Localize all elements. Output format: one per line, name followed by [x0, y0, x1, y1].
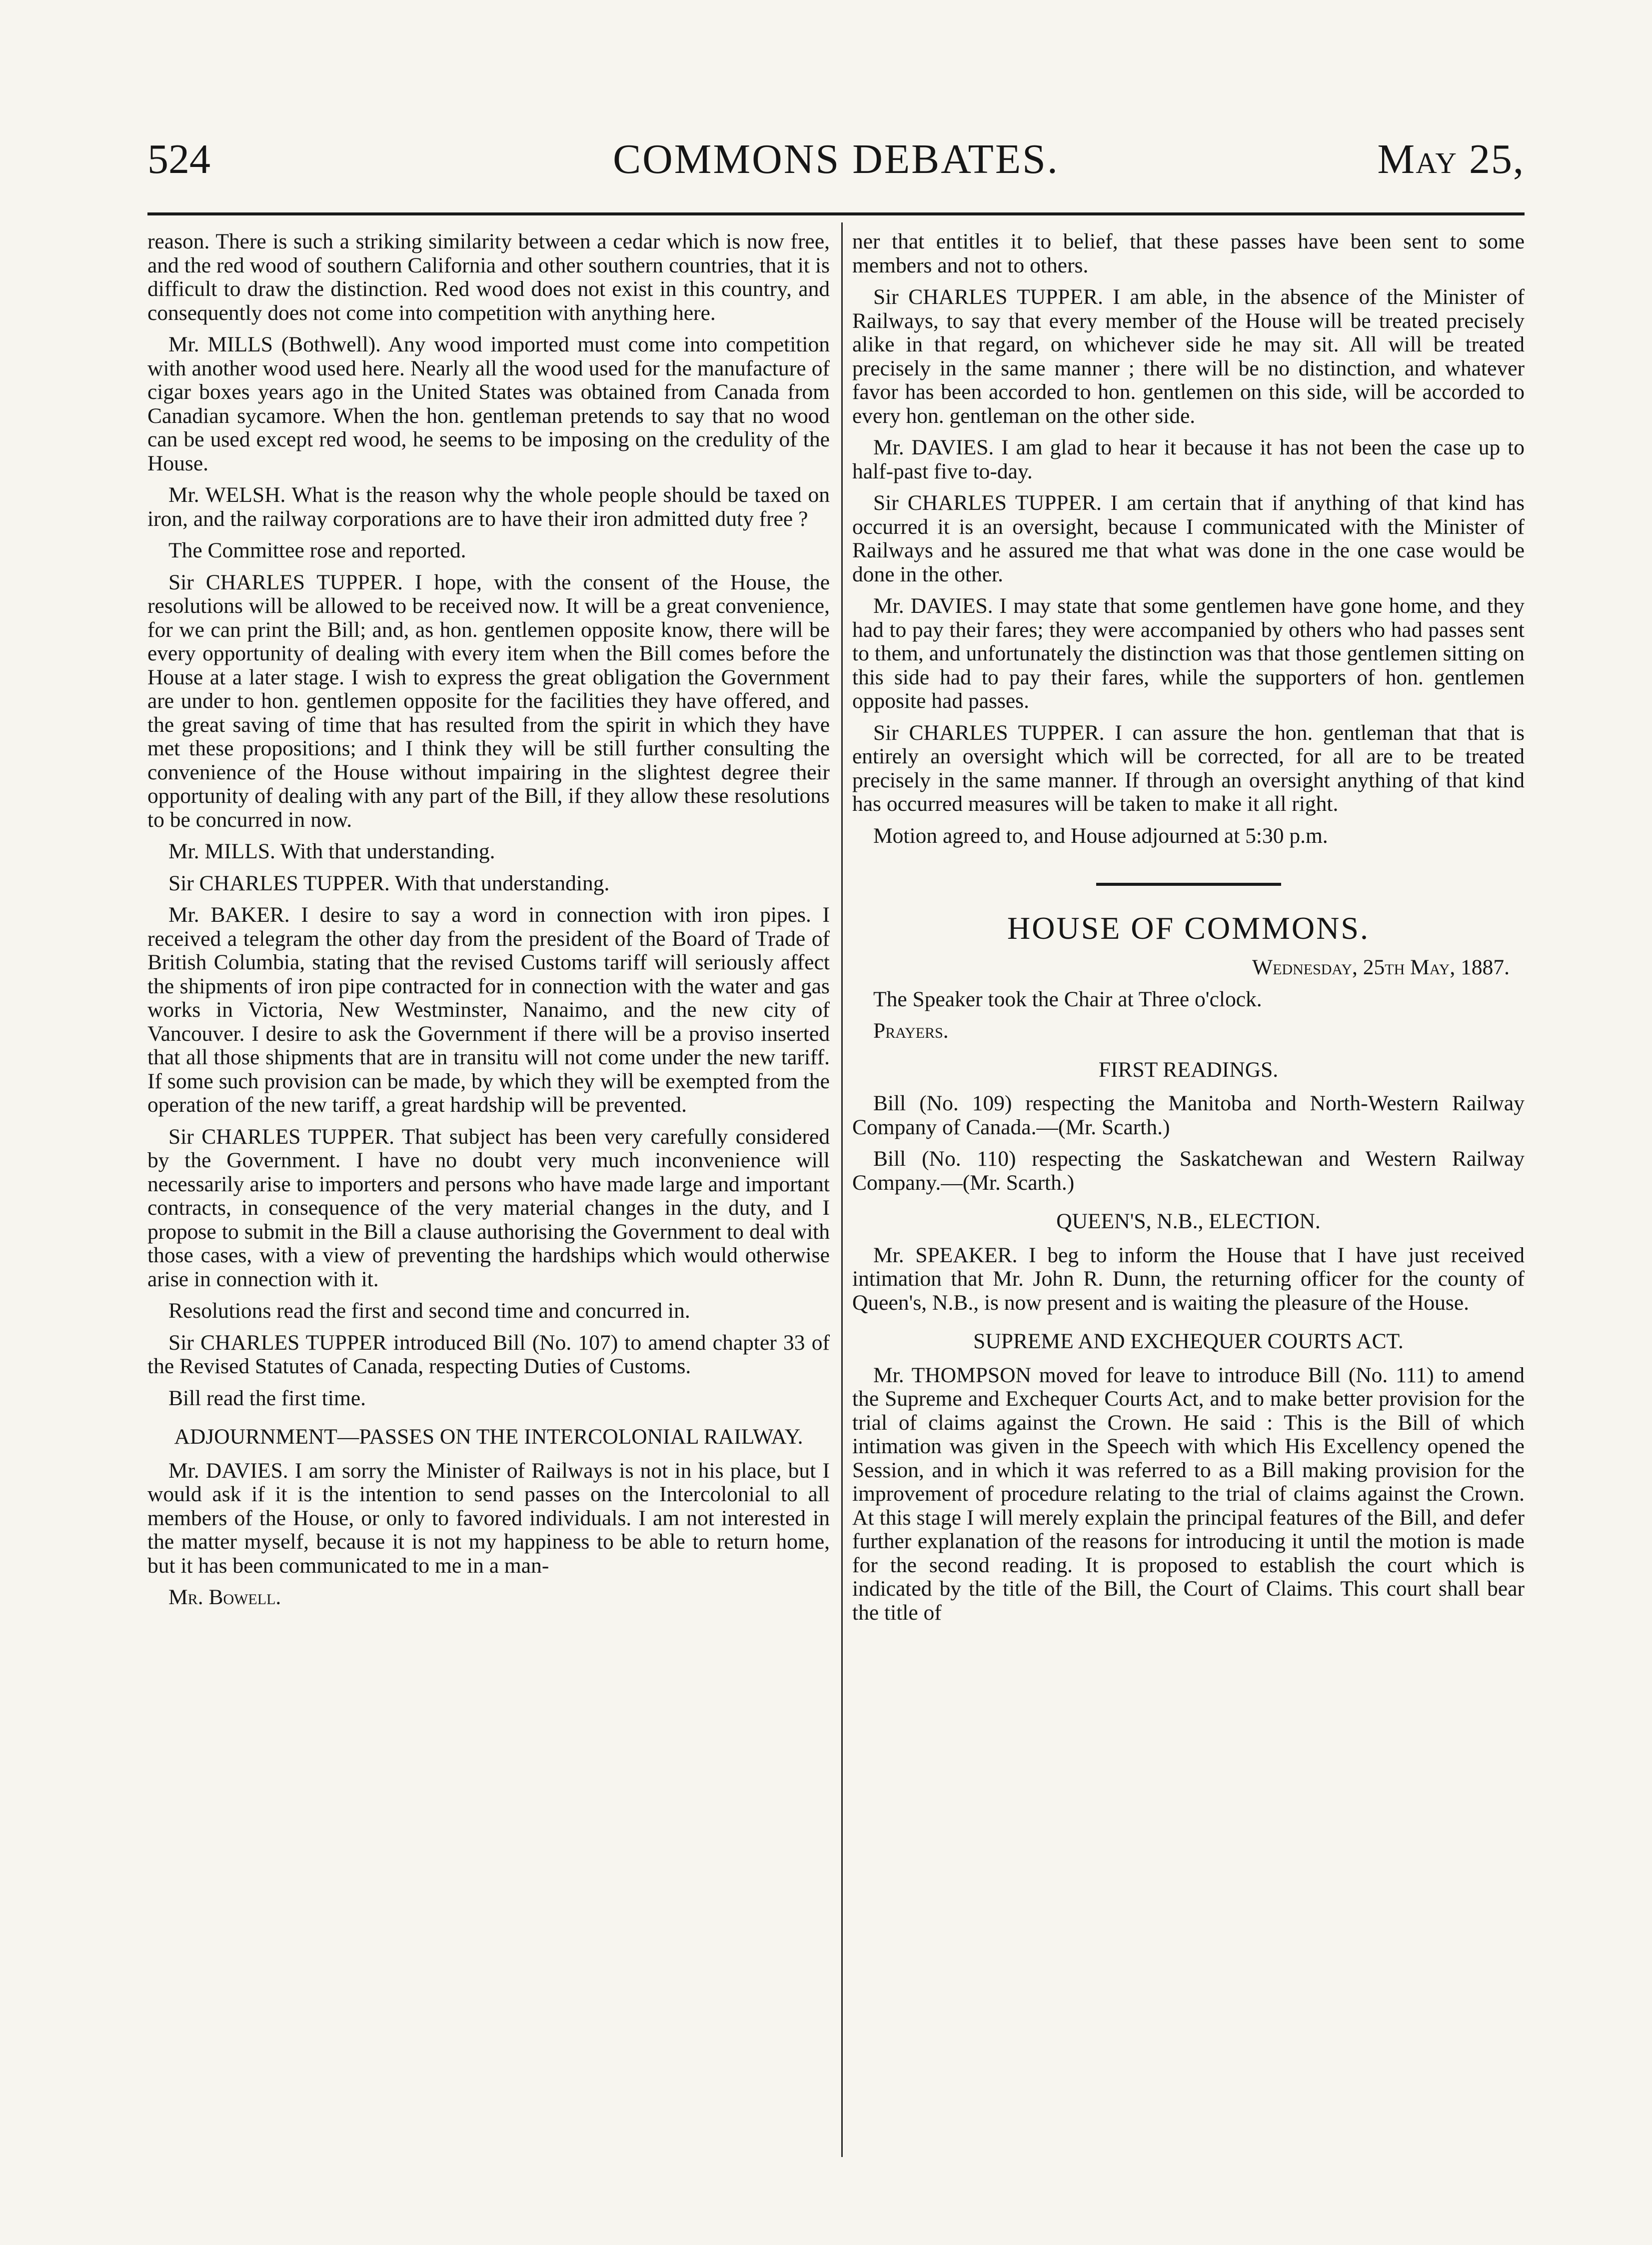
paragraph: Bill (No. 110) respecting the Saskatchewan and Western Railway Company.—(Mr. Scarth.) [852, 1147, 1525, 1195]
paragraph: Mr. MILLS. With that understanding. [168, 839, 495, 863]
sitting-date: Wednesday, 25th May, 1887. [1252, 955, 1510, 979]
paragraph: Bill (No. 109) respecting the Manitoba and North-Western Railway Company of Canada.—(Mr. Scarth.) [852, 1091, 1525, 1139]
section-rule [1096, 883, 1281, 886]
paragraph: Sir CHARLES TUPPER. With that understanding. [168, 871, 610, 895]
paragraph: Mr. DAVIES. I am glad to hear it because it has not been the case up to half-past five to-day. [852, 435, 1525, 483]
paragraph: Resolutions read the first and second time and concurred in. [168, 1299, 690, 1323]
header-rule [147, 212, 1525, 215]
paragraph: Mr. WELSH. What is the reason why the whole people should be taxed on iron, and the railway corporations are to have their iron admitted duty free ? [147, 483, 830, 531]
paragraph: Sir CHARLES TUPPER. I hope, with the consent of the House, the resolutions will be allowed to be received now. It will be a great convenience, for we can print the Bill; and, as hon. gentlemen opposite know, there will be every opportunity of dealing with every item when the Bill comes before the House at a later stage. I wish to express the great obligation the Government are under to hon. gentlemen opposite for the facilities they have offered, and the great saving of time that has resulted from the spirit in which they have met these propositions; and I think they will be still further consulting the convenience of the House without impairing in the slightest degree their opportunity of dealing with any part of the Bill, if they allow these resolutions to be concurred in now. [147, 570, 830, 832]
paragraph: Mr. THOMPSON moved for leave to introduce Bill (No. 111) to amend the Supreme and Exchequer Courts Act, and to make better provision for the trial of claims against the Crown. He said : This is the Bill of which intimation was given in the Speech with which His Excellency opened the Session, and in which it was referred to as a Bill making provision for the improvement of procedure relating to the trial of claims against the Crown. At this stage I will merely explain the principal features of the Bill, and defer further explanation of the reasons for introducing it until the motion is made for the second reading. It is proposed to establish the court which is indicated by the title of the Bill, the Court of Claims. This court shall bear the title of [852, 1363, 1525, 1625]
right-column [852, 230, 1525, 1633]
page-footer-note: Mr. Bowell. [168, 1585, 281, 1609]
section-heading-courts-act: SUPREME AND EXCHEQUER COURTS ACT. [973, 1329, 1404, 1353]
paragraph: Sir CHARLES TUPPER. That subject has been very carefully considered by the Government. I have no doubt very much inconvenience will necessarily arise to importers and persons who have made large and important contracts, in consequence of the very material changes in the duty, and I propose to submit in the Bill a clause authorising the Government to deal with those cases, with a view of preventing the hardships which would otherwise arise in connection with it. [147, 1124, 830, 1291]
section-heading-first-readings: FIRST READINGS. [1098, 1057, 1279, 1082]
paragraph: reason. There is such a striking similarity between a cedar which is now free, and the red wood of southern California and other southern countries, that it is difficult to draw the distinction. Red wood does not exist in this country, and consequently does not come into competition with anything here. [147, 229, 830, 325]
paragraph: Mr. DAVIES. I may state that some gentlemen have gone home, and they had to pay their fares; they were accompanied by others who had passes sent to them, and unfortunately the distinction was that those gentlemen sitting on this side had to pay their fares, while the supporters of hon. gentlemen opposite had passes. [852, 594, 1525, 713]
left-column [147, 230, 830, 1610]
paragraph: Sir CHARLES TUPPER introduced Bill (No. 107) to amend chapter 33 of the Revised Statutes of Canada, respecting Duties of Customs. [147, 1330, 830, 1378]
header-date: May 25, [1377, 136, 1525, 182]
section-heading-election: QUEEN'S, N.B., ELECTION. [1056, 1209, 1321, 1233]
paragraph: Sir CHARLES TUPPER. I can assure the hon. gentleman that that is entirely an oversight which will be corrected, for all are to be treated precisely in the same manner. If through an oversight anything of that kind has occurred measures will be taken to make it all right. [852, 720, 1525, 816]
paragraph: Mr. MILLS (Bothwell). Any wood imported must come into competition with another wood used here. Nearly all the wood used for the manufacture of cigar boxes years ago in the United States was obtained from Canada from Canadian sycamore. When the hon. gentleman pretends to say that no wood can be used except red wood, he seems to be imposing on the credulity of the House. [147, 332, 830, 475]
page-header [147, 135, 1525, 200]
paragraph: Sir CHARLES TUPPER. I am certain that if anything of that kind has occurred it is an oversight, because I communicated with the Minister of Railways and he assured me that what was done in the one case would be done in the other. [852, 491, 1525, 586]
paragraph: Mr. BAKER. I desire to say a word in connection with iron pipes. I received a telegram the other day from the president of the Board of Trade of British Columbia, stating that the revised Customs tariff will seriously affect the shipments of iron pipe contracted for in connection with the water and gas works in Victoria, New Westminster, Nanaimo, and the new city of Vancouver. I desire to ask the Government if there will be a proviso inserted that all those shipments that are in transitu will not come under the new tariff. If some such provision can be made, by which they will be exempted from the operation of the new tariff, a great hardship will be prevented. [147, 903, 830, 1117]
paragraph: Motion agreed to, and House adjourned at 5:30 p.m. [873, 823, 1328, 848]
column-divider [841, 222, 843, 2157]
publication-title: COMMONS DEBATES. [613, 136, 1059, 182]
paragraph: The Speaker took the Chair at Three o'clock. [873, 987, 1262, 1011]
paragraph: The Committee rose and reported. [168, 538, 466, 562]
paragraph: Bill read the first time. [168, 1386, 366, 1410]
paragraph: ner that entitles it to belief, that these passes have been sent to some members and not to others. [852, 229, 1525, 277]
paragraph: Sir CHARLES TUPPER. I am able, in the absence of the Minister of Railways, to say that every member of the House will be treated precisely alike in that regard, on whichever side he may sit. All will be treated precisely in the same manner ; there will be no distinction, and whatever favor has been accorded to hon. gentlemen on this side, will be accorded to every hon. gentleman on the other side. [852, 285, 1525, 428]
house-of-commons-heading: HOUSE OF COMMONS. [1007, 910, 1370, 946]
page-number: 524 [147, 136, 210, 182]
section-heading-adjournment: ADJOURNMENT—PASSES ON THE INTERCOLONIAL RAILWAY. [174, 1425, 803, 1449]
prayers-line: Prayers. [873, 1019, 949, 1043]
paragraph: Mr. SPEAKER. I beg to inform the House that I have just received intimation that Mr. John R. Dunn, the returning officer for the county of Queen's, N.B., is now present and is waiting the pleasure of the House. [852, 1243, 1525, 1315]
paragraph: Mr. DAVIES. I am sorry the Minister of Railways is not in his place, but I would ask if it is the intention to send passes on the Intercolonial to all members of the House, or only to favored individuals. I am not interested in the matter myself, because it is not my happiness to be able to return home, but it has been communicated to me in a man- [147, 1458, 830, 1578]
